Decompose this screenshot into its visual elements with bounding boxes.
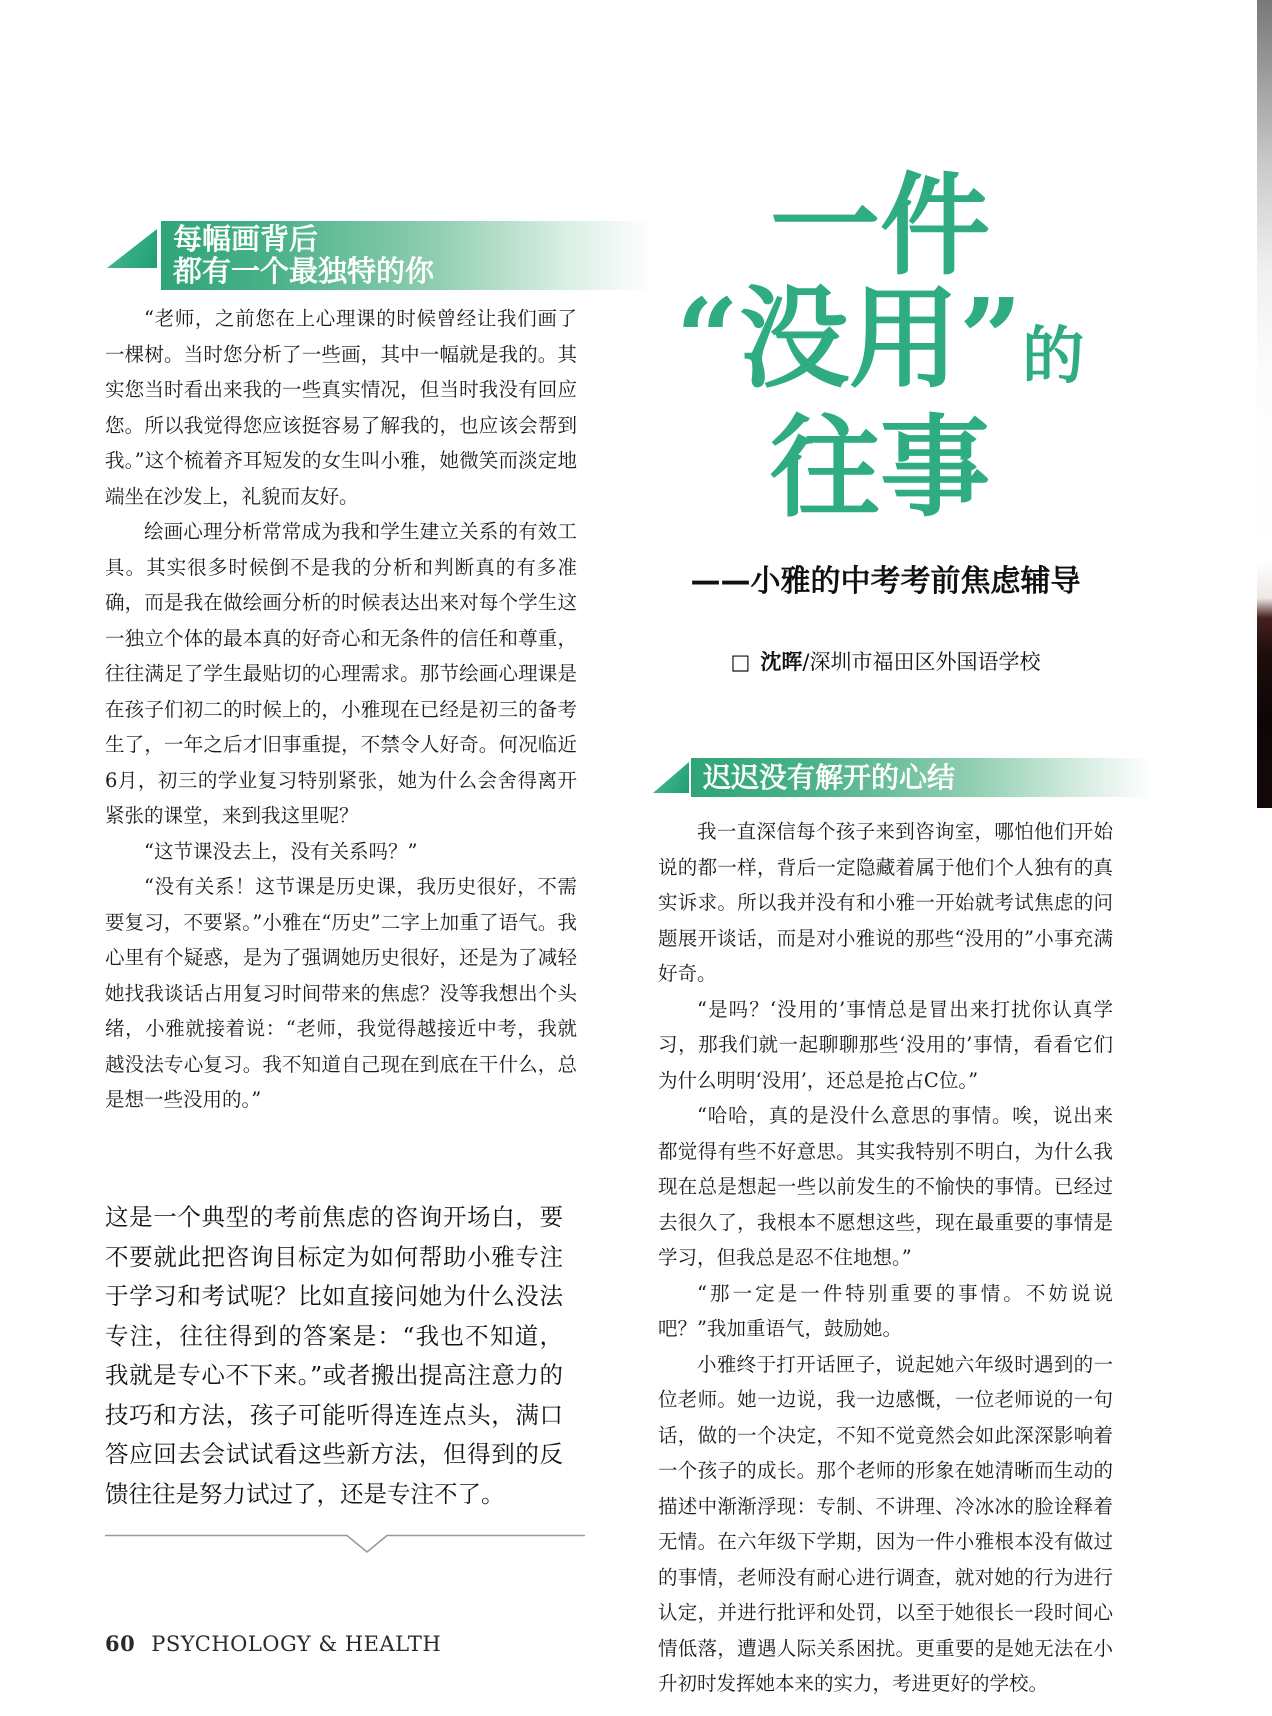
author-marker-square: □ [730,650,751,674]
paragraph: 绘画心理分析常常成为我和学生建立关系的有效工具。其实很多时候倒不是我的分析和判断真的有多准确，而是我在做绘画分析的时候表达出来对每个学生这一独立个体的最本真的好奇心和无条件的信任和尊重，往往满足了学生最贴切的心理需求。那节绘画心理课是在孩子们初二的时候上的，小雅现在已经是初三的备考生了，一年之后才旧事重提，不禁令人好奇。何况临近6月，初三的学业复习特别紧张，她为什么会舍得离开紧张的课堂，来到我这里呢？ [105,520,577,827]
left-column-body [105,301,577,1118]
left-section-header-line2: 都有一个最独特的你 [173,253,435,288]
paragraph: “没有关系！这节课是历史课，我历史很好，不需要复习，不要紧。”小雅在“历史”二字上加重了语气。我心里有个疑惑，是为了强调她历史很好，还是为了减轻她找我谈话占用复习时间带来的焦虑？没等我想出个头绪，小雅就接着说：“老师，我觉得越接近中考，我就越没法专心复习。我不知道自己现在到底在干什么，总是想一些没用的。” [105,875,577,1111]
right-column-body [658,814,1113,1702]
article-title-line2-particle: 的 [1022,319,1085,392]
page-number: 60 [105,1631,136,1656]
paragraph: “哈哈，真的是没什么意思的事情。唉，说出来都觉得有些不好意思。其实我特别不明白，为什么我现在总是想起一些以前发生的不愉快的事情。已经过去很久了，我根本不愿想这些，现在最重要的事情是学习，但我总是忍不住地想。” [658,1104,1113,1269]
paragraph: “那一定是一件特别重要的事情。不妨说说吧？”我加重语气，鼓励她。 [658,1281,1113,1340]
pull-quote: 这是一个典型的考前焦虑的咨询开场白，要不要就此把咨询目标定为如何帮助小雅专注于学习和考试呢？比如直接问她为什么没法专注，往往得到的答案是：“我也不知道，我就是专心不下来。”或者搬出提高注意力的技巧和方法，孩子可能听得连连点头，满口答应回去会试试看这些新方法，但得到的反馈往往是努力试过了，还是专注不了。 [105,1203,563,1508]
section-triangle-icon [653,762,689,793]
article-subtitle: ——小雅的中考考前焦虑辅导 [690,564,1081,599]
right-section-header: 迟迟没有解开的心结 [691,758,1152,797]
magazine-title: PSYCHOLOGY & HEALTH [151,1632,442,1656]
paragraph: “老师，之前您在上心理课的时候曾经让我们画了一棵树。当时您分析了一些画，其中一幅就是我的。其实您当时看出来我的一些真实情况，但当时我没有回应您。所以我觉得您应该挺容易了解我的，也应该会帮到我。”这个梳着齐耳短发的女生叫小雅，她微笑而淡定地端坐在沙发上，礼貌而友好。 [105,307,577,508]
paragraph: 小雅终于打开话匣子，说起她六年级时遇到的一位老师。她一边说，我一边感慨，一位老师说的一句话，做的一个决定，不知不觉竟然会如此深深影响着一个孩子的成长。那个老师的形象在她清晰而生动的描述中渐渐浮现：专制、不讲理、冷冰冰的脸诠释着无情。在六年级下学期，因为一件小雅根本没有做过的事情，老师没有耐心进行调查，就对她的行为进行认定，并进行批评和处罚，以至于她很长一段时间心情低落，遭遇人际关系困扰。更重要的是她无法在小升初时发挥她本来的实力，考进更好的学校。 [658,1352,1113,1695]
article-title-line3: 往事 [770,403,990,532]
author-byline [658,646,1113,676]
paragraph: “是吗？‘没用的’事情总是冒出来打扰你认真学习，那我们就一起聊聊那些‘没用的’事情，看看它们为什么明明‘没用’，还总是抢占C位。” [658,997,1113,1092]
page-footer [105,1631,441,1656]
left-section-header-line1: 每幅画背后 [173,222,319,256]
author-affiliation: /深圳市福田区外国语学校 [802,650,1041,674]
section-triangle-icon [107,229,157,268]
article-title-line2 [640,274,1120,411]
article-title [640,161,1120,532]
article-title-line1: 一件 [770,161,990,290]
left-section-header [161,221,653,290]
paragraph: “这节课没去上，没有关系吗？” [144,839,418,863]
page-edge-photo-strip [1257,0,1272,808]
article-title-line2-quoted: “没用” [675,274,1023,403]
notched-divider [105,1534,585,1556]
paragraph: 我一直深信每个孩子来到咨询室，哪怕他们开始说的都一样，背后一定隐藏着属于他们个人独有的真实诉求。所以我并没有和小雅一开始就考试焦虑的问题展开谈话，而是对小雅说的那些“没用的”小事充满好奇。 [658,820,1113,985]
author-name: 沈晖 [760,650,803,674]
